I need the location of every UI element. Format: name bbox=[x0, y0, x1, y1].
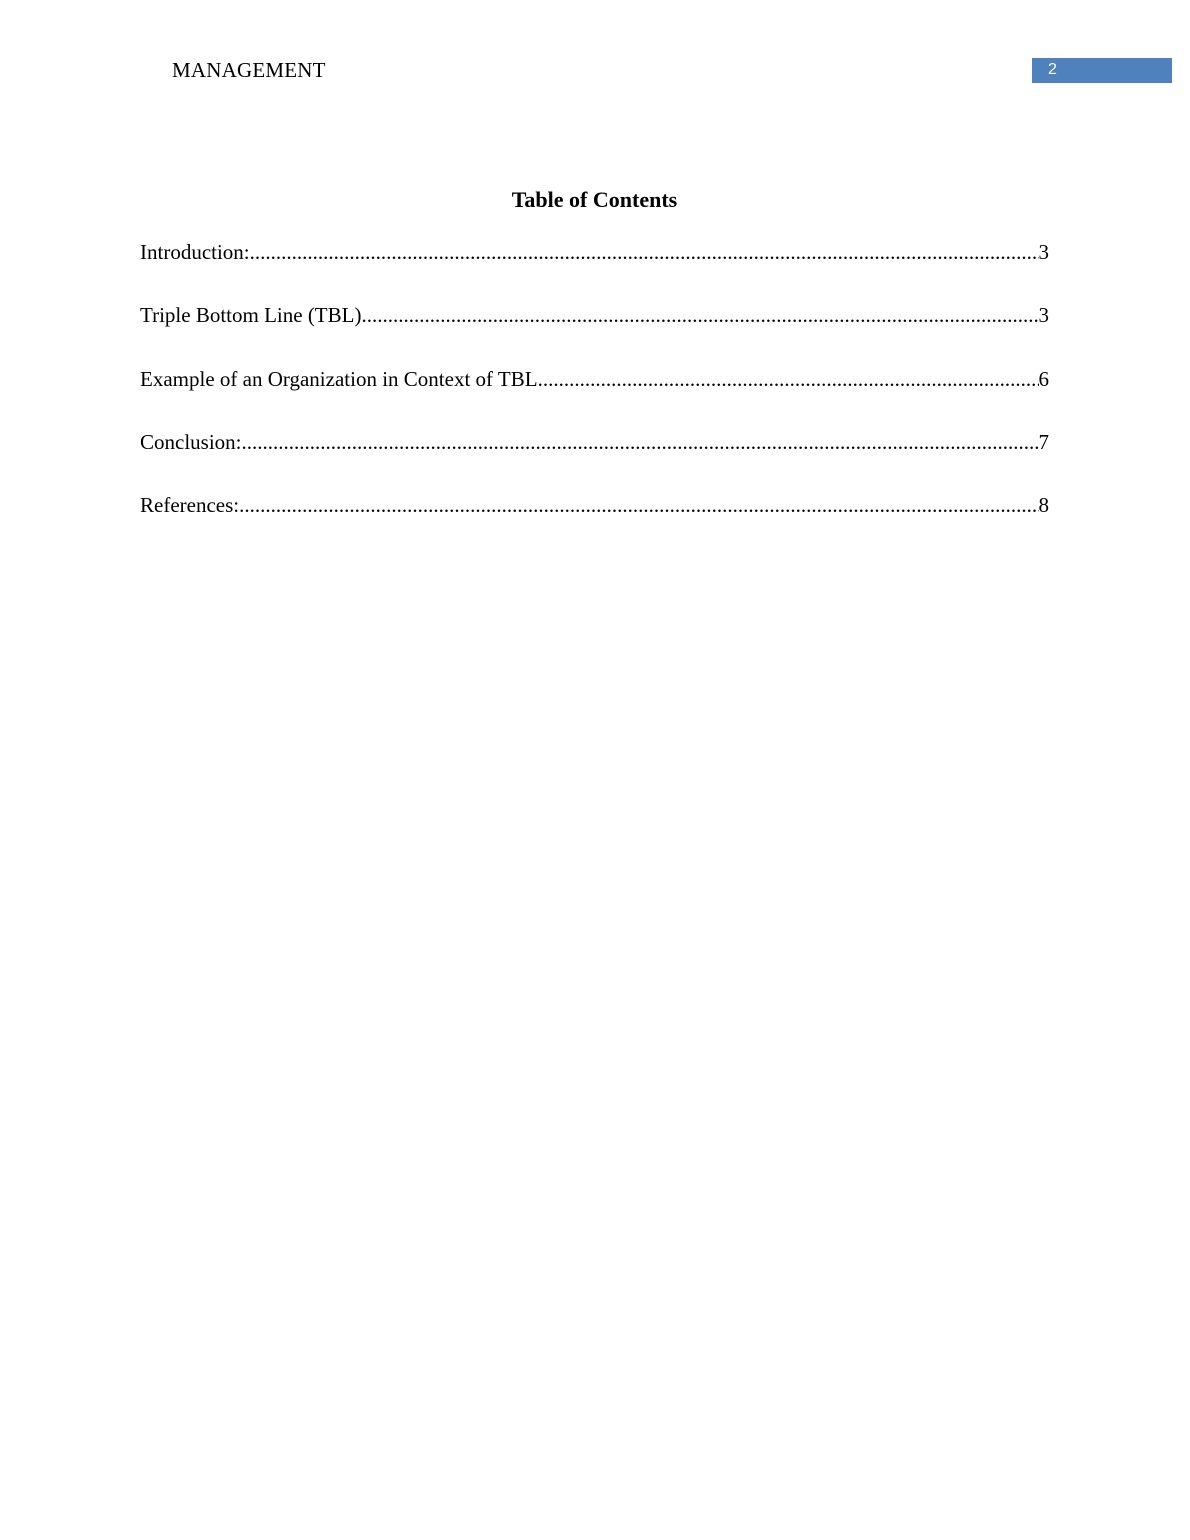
toc-entry-label: References: bbox=[140, 493, 240, 518]
toc-dot-leader bbox=[250, 239, 1039, 265]
toc-dot-leader bbox=[242, 429, 1039, 455]
toc-list bbox=[140, 239, 1049, 555]
toc-entry-conclusion[interactable] bbox=[140, 429, 1049, 492]
toc-entry-references[interactable] bbox=[140, 492, 1049, 555]
toc-dot-leader bbox=[239, 492, 1038, 518]
running-head: MANAGEMENT bbox=[172, 58, 326, 82]
toc-entry-introduction[interactable] bbox=[140, 239, 1049, 302]
toc-entry-triple-bottom-line[interactable] bbox=[140, 302, 1049, 365]
toc-dot-leader bbox=[361, 302, 1038, 328]
toc-entry-label: Conclusion: bbox=[140, 429, 242, 454]
toc-entry-example-organization[interactable] bbox=[140, 366, 1049, 429]
toc-dot-leader bbox=[538, 366, 1039, 392]
page-number-badge bbox=[1032, 58, 1172, 83]
page-number: 2 bbox=[1048, 61, 1057, 78]
toc-entry-page: 8 bbox=[1038, 493, 1049, 518]
toc-entry-page: 3 bbox=[1038, 240, 1049, 264]
toc-entry-label: Triple Bottom Line (TBL) bbox=[140, 303, 362, 328]
toc-title: Table of Contents bbox=[511, 187, 678, 212]
toc-entry-page: 6 bbox=[1038, 366, 1049, 391]
toc-entry-label: Example of an Organization in Context of TBL bbox=[140, 366, 538, 391]
toc-entry-page: 7 bbox=[1038, 429, 1049, 454]
table-of-contents bbox=[140, 185, 1049, 531]
toc-entry-page: 3 bbox=[1038, 303, 1049, 328]
page-header bbox=[0, 0, 1190, 110]
toc-entry-label: Introduction: bbox=[140, 240, 250, 264]
